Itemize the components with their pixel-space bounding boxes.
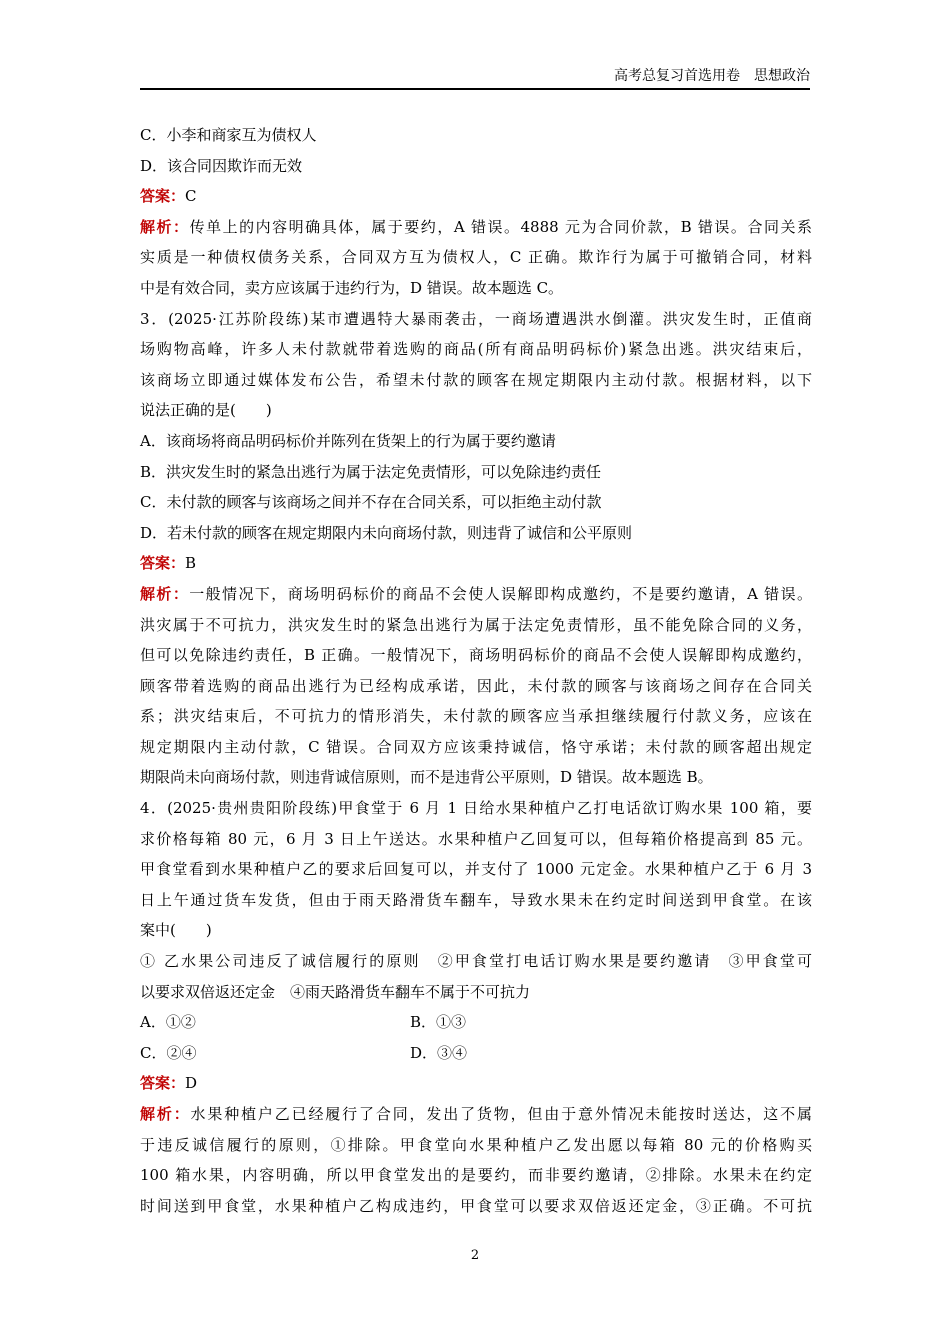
- q4-analysis-line: 于违反诚信履行的原则，①排除。甲食堂向水果种植户乙发出愿以每箱 80 元的价格购买: [140, 1135, 812, 1154]
- page-header: [140, 66, 810, 90]
- q4-stem-line: 案中( ): [140, 921, 212, 940]
- q4-statement-line: 以要求双倍返还定金 ④雨天路滑货车翻车不属于不可抗力: [140, 982, 531, 1001]
- q3-option-a: A．该商场将商品明码标价并陈列在货架上的行为属于要约邀请: [140, 431, 556, 450]
- q4-stem-line: 甲食堂看到水果种植户乙的要求后回复可以，并支付了 1000 元定金。水果种植户乙于 6 月 3: [140, 860, 812, 879]
- q3-analysis-line: 顾客带着选购的商品出逃行为已经构成承诺，因此，未付款的顾客与该商场之间存在合同关: [140, 676, 812, 695]
- q4-statement-line: ① 乙水果公司违反了诚信履行的原则 ②甲食堂打电话订购水果是要约邀请 ③甲食堂可: [140, 952, 812, 971]
- q3-option-d: D．若未付款的顾客在规定期限内未向商场付款，则违背了诚信和公平原则: [140, 523, 633, 542]
- q2-answer: [140, 181, 812, 212]
- q2-option-d: D．该合同因欺诈而无效: [140, 156, 303, 175]
- q4-option-c: C．②④: [140, 1043, 197, 1062]
- q3-option-c: C．未付款的顾客与该商场之间并不存在合同关系，可以拒绝主动付款: [140, 493, 602, 512]
- q3-analysis-line: 但可以免除违约责任，B 正确。一般情况下，商场明码标价的商品不会使人误解即构成邀约，: [140, 646, 812, 665]
- q3-option-b: B．洪灾发生时的紧急出逃行为属于法定免责情形，可以免除违约责任: [140, 462, 602, 481]
- q4-analysis-line: 时间送到甲食堂，水果种植户乙构成违约，甲食堂可以要求双倍返还定金，③正确。不可抗: [140, 1196, 812, 1215]
- q4-stem-line: 求价格每箱 80 元，6 月 3 日上午送达。水果种植户乙回复可以，但每箱价格提高到 85 元。: [140, 829, 812, 848]
- q2-option-c: C．小李和商家互为债权人: [140, 126, 317, 144]
- q4-options-row: [140, 1038, 812, 1069]
- answer-value: B: [185, 554, 197, 573]
- q4-option-d: D．③④: [410, 1043, 468, 1062]
- q4-options-row: [140, 1007, 812, 1038]
- q4-stem-line: 4．(2025·贵州贵阳阶段练)甲食堂于 6 月 1 日给水果种植户乙打电话欲订购水果 100 箱，要: [140, 799, 812, 818]
- q3-analysis-line: 解析：一般情况下，商场明码标价的商品不会使人误解即构成邀约，不是要约邀请，A 错误。: [140, 584, 812, 603]
- q3-analysis-line: 系；洪灾结束后，不可抗力的情形消失，未付款的顾客应当承担继续履行付款义务，应该在: [140, 707, 812, 726]
- q2-analysis-line: 解析：传单上的内容明确具体，属于要约，A 错误。4888 元为合同价款，B 错误。合同关系: [140, 217, 812, 236]
- analysis-label: 解析：: [140, 217, 190, 236]
- q4-answer: [140, 1068, 812, 1099]
- answer-label: 答案：: [140, 187, 186, 206]
- answer-label: 答案：: [140, 1074, 186, 1093]
- page-number: 2: [470, 1248, 480, 1263]
- q3-stem-line: 场购物高峰，许多人未付款就带着选购的商品(所有商品明码标价)紧急出逃。洪灾结束后，: [140, 340, 812, 359]
- q3-answer: [140, 548, 812, 579]
- q3-analysis-line: 规定期限内主动付款，C 错误。合同双方应该秉持诚信，恪守承诺；未付款的顾客超出规定: [140, 737, 812, 756]
- q3-stem-line: 说法正确的是( ): [140, 401, 272, 420]
- answer-value: C: [185, 187, 197, 206]
- q4-analysis-line: 100 箱水果，内容明确，所以甲食堂发出的是要约，而非要约邀请，②排除。水果未在约定: [140, 1166, 812, 1185]
- analysis-label: 解析：: [140, 584, 190, 603]
- q4-stem-line: 日上午通过货车发货，但由于雨天路滑货车翻车，导致水果未在约定时间送到甲食堂。在该: [140, 890, 812, 909]
- answer-value: D: [185, 1074, 198, 1093]
- q3-analysis-line: 期限尚未向商场付款，则违背诚信原则，而不是违背公平原则，D 错误。故本题选 B。: [140, 768, 713, 787]
- analysis-label: 解析：: [140, 1105, 191, 1123]
- q3-analysis-line: 洪灾属于不可抗力，洪灾发生时的紧急出逃行为属于法定免责情形，虽不能免除合同的义务，: [140, 615, 812, 634]
- q4-option-a: A．①②: [140, 1013, 196, 1032]
- answer-label: 答案：: [140, 554, 186, 573]
- q2-analysis-line: 中是有效合同，卖方应该属于违约行为，D 错误。故本题选 C。: [140, 278, 564, 297]
- header-title: 高考总复习首选用卷 思想政治: [614, 68, 810, 84]
- q3-stem-line: 该商场立即通过媒体发布公告，希望未付款的顾客在规定期限内主动付款。根据材料，以下: [140, 370, 812, 389]
- q4-analysis-line: 解析：水果种植户乙已经履行了合同，发出了货物，但由于意外情况未能按时送达，这不属: [140, 1105, 812, 1123]
- q3-stem-line: 3．(2025·江苏阶段练)某市遭遇特大暴雨袭击，一商场遭遇洪水倒灌。洪灾发生时，正值商: [140, 309, 812, 328]
- q2-analysis-line: 实质是一种债权债务关系，合同双方互为债权人，C 正确。欺诈行为属于可撤销合同，材料: [140, 248, 812, 267]
- page-content: [140, 120, 812, 1221]
- q4-option-b: B．①③: [410, 1013, 467, 1032]
